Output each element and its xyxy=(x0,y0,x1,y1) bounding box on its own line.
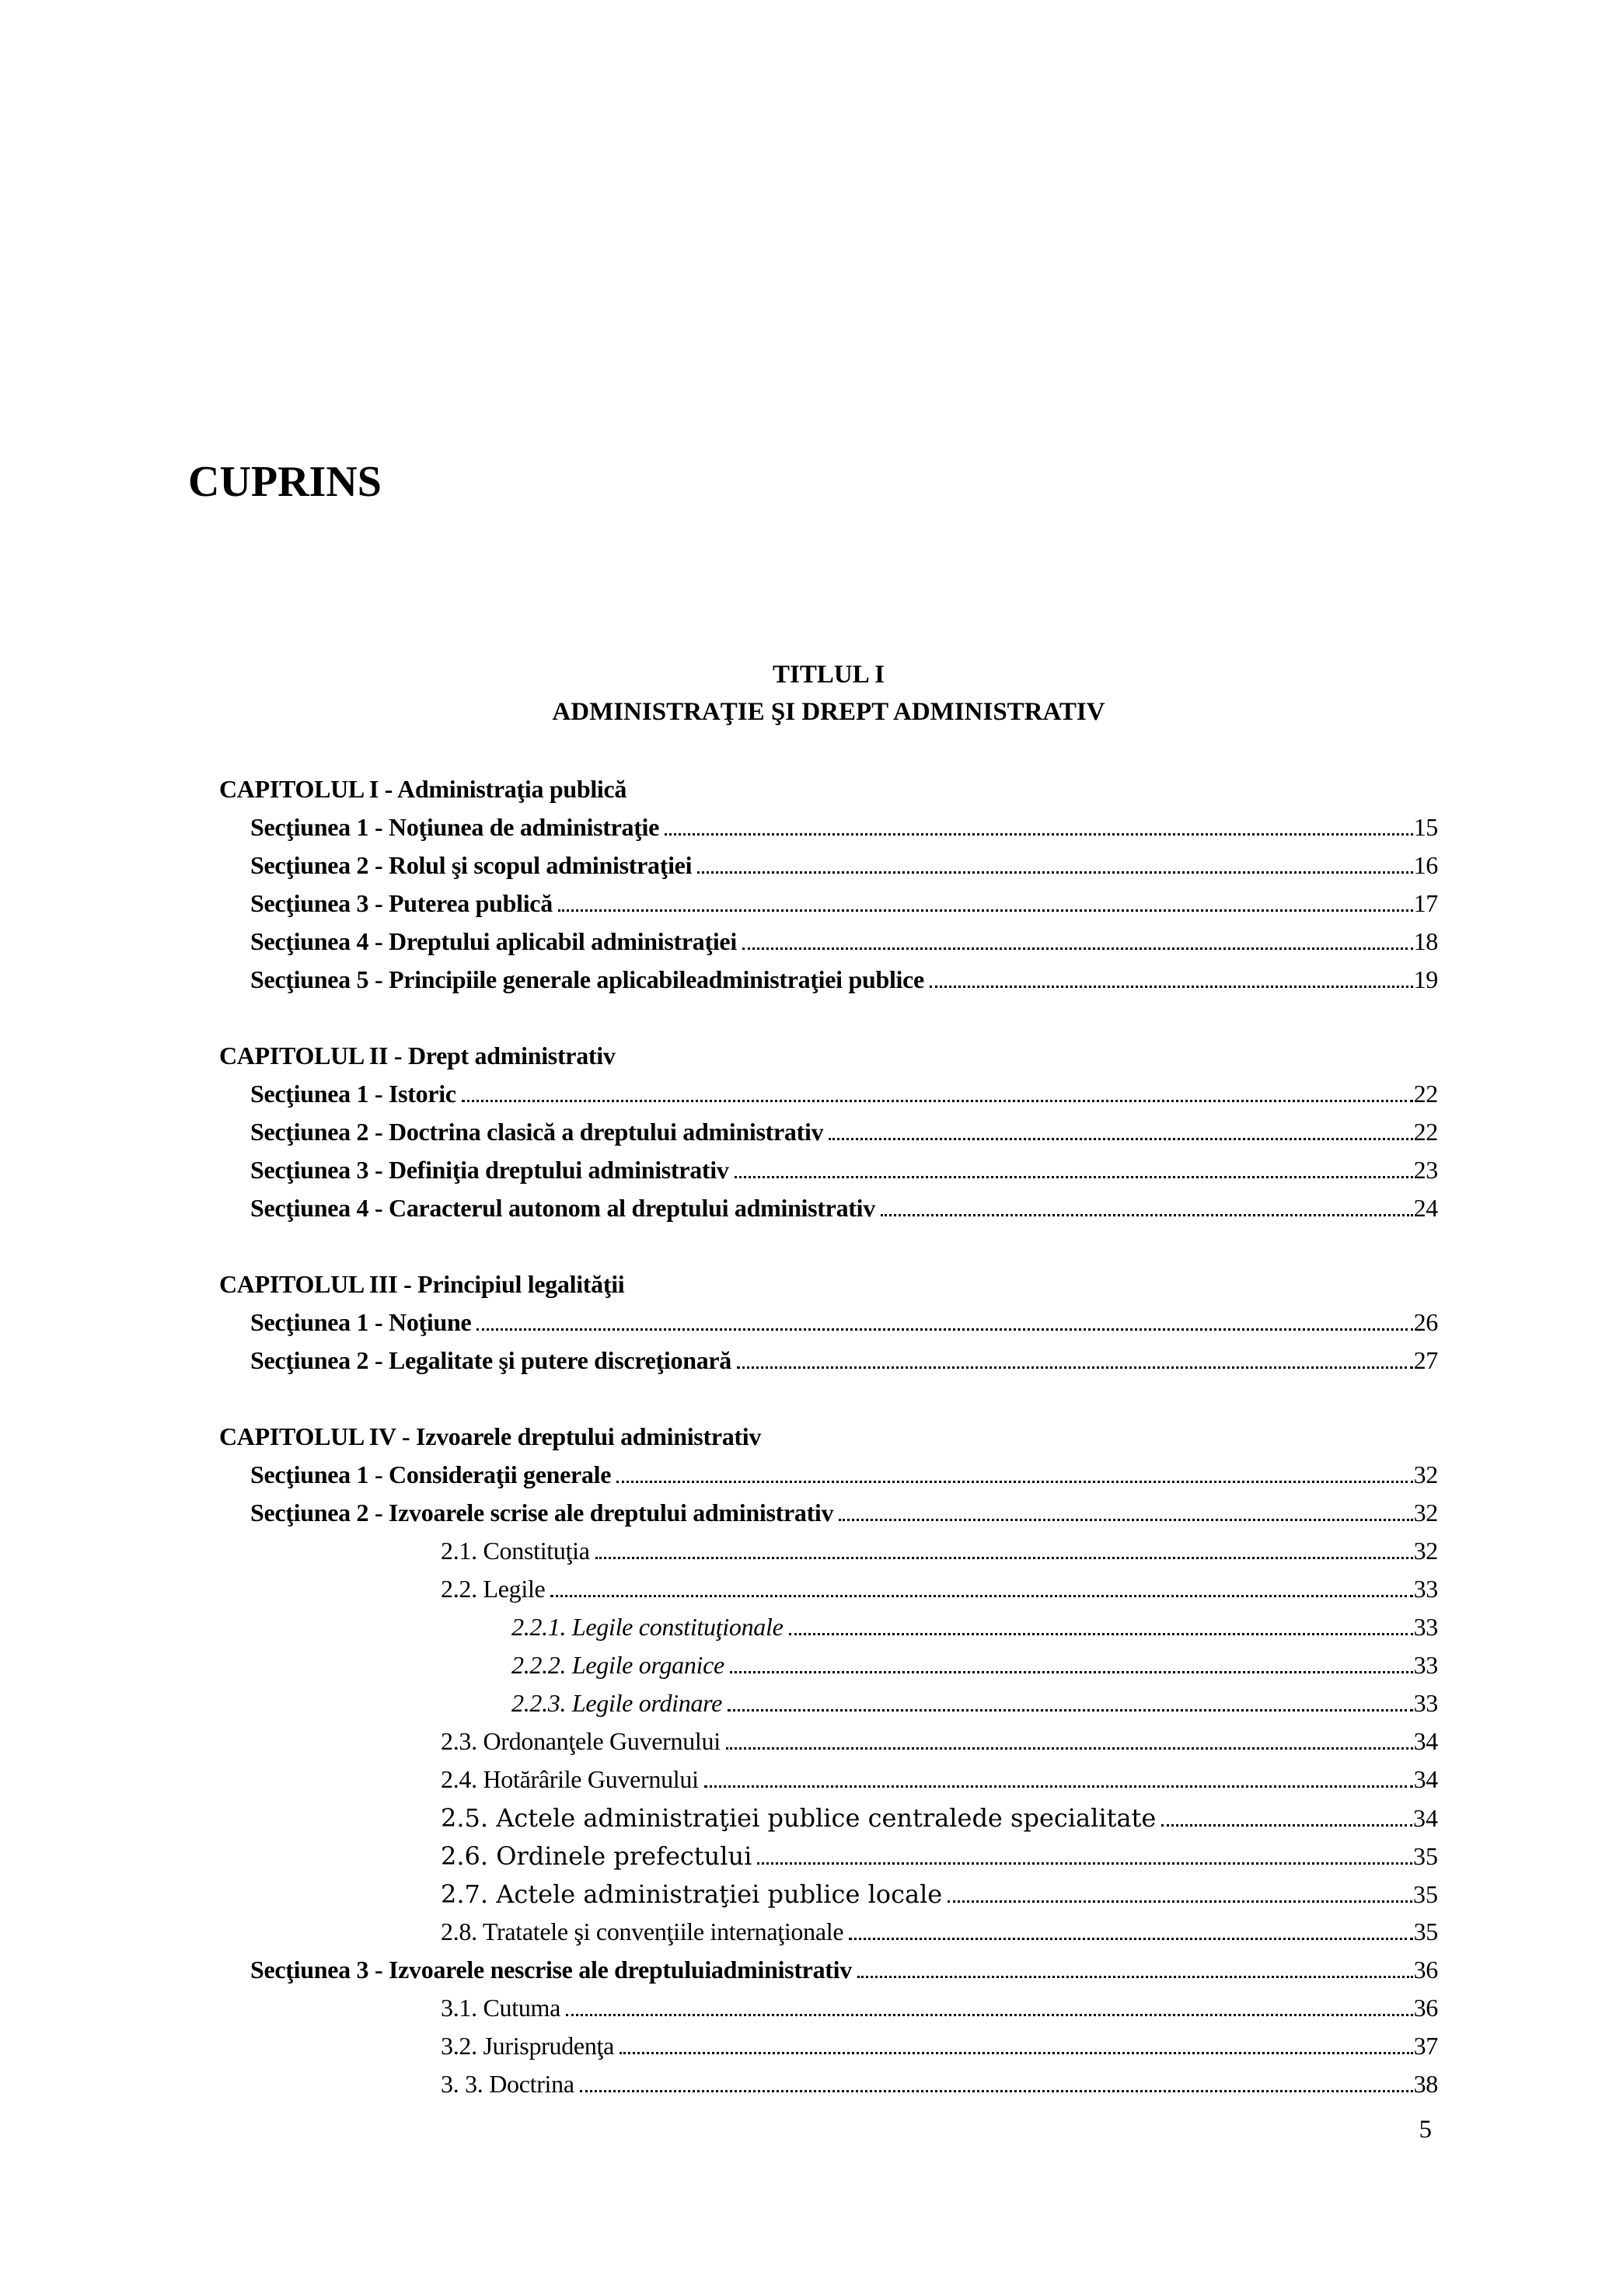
toc-entry-page: 18 xyxy=(1413,927,1438,955)
toc-entry-label: Secţiunea 3 - Izvoarele nescrise ale dreptuluiadministrativ xyxy=(250,1956,852,1984)
toc-entry-page: 27 xyxy=(1413,1346,1438,1374)
toc-entry-label: 2.3. Ordonanţele Guvernului xyxy=(441,1727,721,1755)
page-title: CUPRINS xyxy=(188,458,382,506)
dot-leader xyxy=(930,986,1413,988)
dot-leader xyxy=(948,1900,1412,1903)
toc-entry-label: Secţiunea 4 - Dreptului aplicabil administraţiei xyxy=(250,927,737,955)
toc-entry xyxy=(250,1346,1438,1384)
toc-entry xyxy=(250,1156,1438,1194)
dot-leader xyxy=(595,1557,1413,1559)
toc-entry xyxy=(219,1270,1438,1308)
toc-entry-label: Secţiunea 4 - Caracterul autonom al dreptului administrativ xyxy=(250,1194,875,1222)
toc-entry-page: 38 xyxy=(1413,2070,1438,2098)
toc-entry-label: 2.5. Actele administraţiei publice centralede specialitate xyxy=(441,1803,1157,1833)
toc-entry-label: 3.1. Cutuma xyxy=(441,1994,561,2022)
toc-entry-label: 3.2. Jurisprudenţa xyxy=(441,2032,615,2060)
toc-entry xyxy=(441,1575,1438,1613)
toc-entry-label: CAPITOLUL II - Drept administrativ xyxy=(219,1042,616,1069)
toc-entry xyxy=(441,1994,1438,2032)
toc-entry xyxy=(511,1651,1438,1689)
toc-entry-label: Secţiunea 3 - Definiţia dreptului administrativ xyxy=(250,1156,729,1184)
toc-entry-page: 36 xyxy=(1413,1956,1438,1984)
toc-entry xyxy=(250,1080,1438,1118)
toc-entry-page: 35 xyxy=(1413,1842,1438,1870)
toc-entry-page: 15 xyxy=(1413,813,1438,841)
toc-entry xyxy=(219,775,1438,813)
toc-entry xyxy=(250,1194,1438,1232)
toc-entry-page: 33 xyxy=(1413,1613,1438,1641)
dot-leader xyxy=(550,1595,1412,1597)
toc-entry-label: CAPITOLUL III - Principiul legalităţii xyxy=(219,1270,625,1298)
toc-entry-page: 34 xyxy=(1413,1765,1438,1793)
toc-entry-label: Secţiunea 2 - Doctrina clasică a dreptului administrativ xyxy=(250,1118,824,1146)
toc-entry-label: 2.1. Constituţia xyxy=(441,1537,590,1565)
toc-entry-label: CAPITOLUL I - Administraţia publică xyxy=(219,775,627,803)
dot-leader xyxy=(1161,1824,1412,1827)
title-block xyxy=(219,656,1438,731)
toc-entry xyxy=(441,1841,1438,1879)
toc-entry-label: Secţiunea 1 - Noţiunea de administraţie xyxy=(250,813,660,841)
dot-leader xyxy=(462,1100,1413,1102)
dot-leader xyxy=(737,1366,1413,1369)
toc-entry xyxy=(250,927,1438,965)
toc-entry xyxy=(441,1879,1438,1917)
toc-entry xyxy=(441,2070,1438,2108)
toc-entry-page: 19 xyxy=(1413,965,1438,993)
toc-entry xyxy=(511,1689,1438,1727)
toc-entry-label: 2.8. Tratatele şi convenţiile internaţionale xyxy=(441,1917,844,1945)
dot-leader xyxy=(726,1747,1413,1750)
dot-leader xyxy=(476,1328,1412,1331)
toc-entry-page: 16 xyxy=(1413,851,1438,879)
dot-leader xyxy=(881,1214,1413,1216)
toc-entry xyxy=(441,1727,1438,1765)
toc-entry-page: 33 xyxy=(1413,1575,1438,1603)
dot-leader xyxy=(829,1138,1412,1140)
dot-leader xyxy=(735,1176,1413,1178)
toc-entry xyxy=(441,1765,1438,1803)
toc-entry-page: 34 xyxy=(1413,1727,1438,1755)
toc-entry-label: Secţiunea 1 - Istoric xyxy=(250,1080,456,1108)
table-of-contents xyxy=(219,775,1438,2108)
toc-entry-label: Secţiunea 2 - Rolul şi scopul administraţiei xyxy=(250,851,693,879)
dot-leader xyxy=(580,2090,1413,2092)
toc-entry xyxy=(441,2032,1438,2070)
toc-entry-label: 2.2. Legile xyxy=(441,1575,546,1603)
dot-leader xyxy=(849,1938,1412,1940)
toc-entry xyxy=(250,1956,1438,1994)
toc-entry-label: 2.6. Ordinele prefectului xyxy=(441,1841,752,1871)
toc-entry xyxy=(250,851,1438,889)
toc-entry-page: 32 xyxy=(1413,1537,1438,1565)
dot-leader xyxy=(839,1519,1412,1521)
dot-leader xyxy=(704,1785,1413,1788)
toc-entry-label: Secţiunea 3 - Puterea publică xyxy=(250,889,553,917)
toc-entry-page: 37 xyxy=(1413,2032,1438,2060)
title-line-2: ADMINISTRAŢIE ŞI DREPT ADMINISTRATIV xyxy=(552,698,1105,726)
toc-entry-label: Secţiunea 1 - Consideraţii generale xyxy=(250,1460,612,1488)
toc-entry-page: 33 xyxy=(1413,1689,1438,1717)
toc-entry-page: 22 xyxy=(1413,1080,1438,1108)
toc-entry-page: 24 xyxy=(1413,1194,1438,1222)
dot-leader xyxy=(730,1671,1413,1673)
toc-entry xyxy=(250,1499,1438,1537)
title-line-1: TITLUL I xyxy=(773,661,885,689)
dot-leader xyxy=(616,1481,1412,1483)
toc-entry-page: 36 xyxy=(1413,1994,1438,2022)
toc-entry-page: 23 xyxy=(1413,1156,1438,1184)
toc-entry-label: 3. 3. Doctrina xyxy=(441,2070,574,2098)
toc-entry xyxy=(219,1422,1438,1460)
toc-entry xyxy=(441,1803,1438,1841)
toc-entry-label: 2.7. Actele administraţiei publice locale xyxy=(441,1879,943,1909)
dot-leader xyxy=(742,947,1413,950)
toc-entry xyxy=(250,1118,1438,1156)
toc-entry-page: 26 xyxy=(1413,1308,1438,1336)
toc-entry xyxy=(250,1460,1438,1499)
toc-entry xyxy=(250,965,1438,1003)
toc-entry xyxy=(511,1613,1438,1651)
toc-entry-label: 2.2.2. Legile organice xyxy=(511,1651,724,1679)
toc-entry xyxy=(250,813,1438,851)
dot-leader xyxy=(566,2014,1413,2016)
dot-leader xyxy=(665,833,1413,836)
dot-leader xyxy=(620,2052,1413,2054)
toc-entry-page: 22 xyxy=(1413,1118,1438,1146)
toc-entry xyxy=(441,1917,1438,1956)
dot-leader xyxy=(697,871,1412,874)
toc-entry-page: 34 xyxy=(1413,1804,1438,1832)
dot-leader xyxy=(558,909,1413,912)
toc-entry xyxy=(441,1537,1438,1575)
toc-entry-label: Secţiunea 2 - Izvoarele scrise ale dreptului administrativ xyxy=(250,1499,834,1527)
toc-entry xyxy=(250,1308,1438,1346)
toc-entry xyxy=(219,1042,1438,1080)
toc-entry-label: 2.2.3. Legile ordinare xyxy=(511,1689,723,1717)
toc-entry-label: Secţiunea 2 - Legalitate şi putere discreţionară xyxy=(250,1346,731,1374)
page-number: 5 xyxy=(1419,2116,1432,2144)
toc-entry-page: 35 xyxy=(1413,1917,1438,1945)
toc-entry-page: 35 xyxy=(1413,1880,1438,1908)
toc-entry-label: CAPITOLUL IV - Izvoarele dreptului administrativ xyxy=(219,1422,762,1450)
dot-leader xyxy=(757,1862,1412,1865)
toc-entry-label: Secţiunea 1 - Noţiune xyxy=(250,1308,472,1336)
toc-entry xyxy=(250,889,1438,927)
toc-entry-page: 33 xyxy=(1413,1651,1438,1679)
toc-entry-label: 2.4. Hotărârile Guvernului xyxy=(441,1765,699,1793)
toc-entry-label: 2.2.1. Legile constituţionale xyxy=(511,1613,784,1641)
toc-entry-page: 17 xyxy=(1413,889,1438,917)
toc-entry-page: 32 xyxy=(1413,1460,1438,1488)
toc-entry-label: Secţiunea 5 - Principiile generale aplicabileadministraţiei publice xyxy=(250,965,924,993)
dot-leader xyxy=(857,1976,1413,1978)
toc-entry-page: 32 xyxy=(1413,1499,1438,1527)
dot-leader xyxy=(789,1633,1413,1635)
dot-leader xyxy=(728,1709,1413,1712)
